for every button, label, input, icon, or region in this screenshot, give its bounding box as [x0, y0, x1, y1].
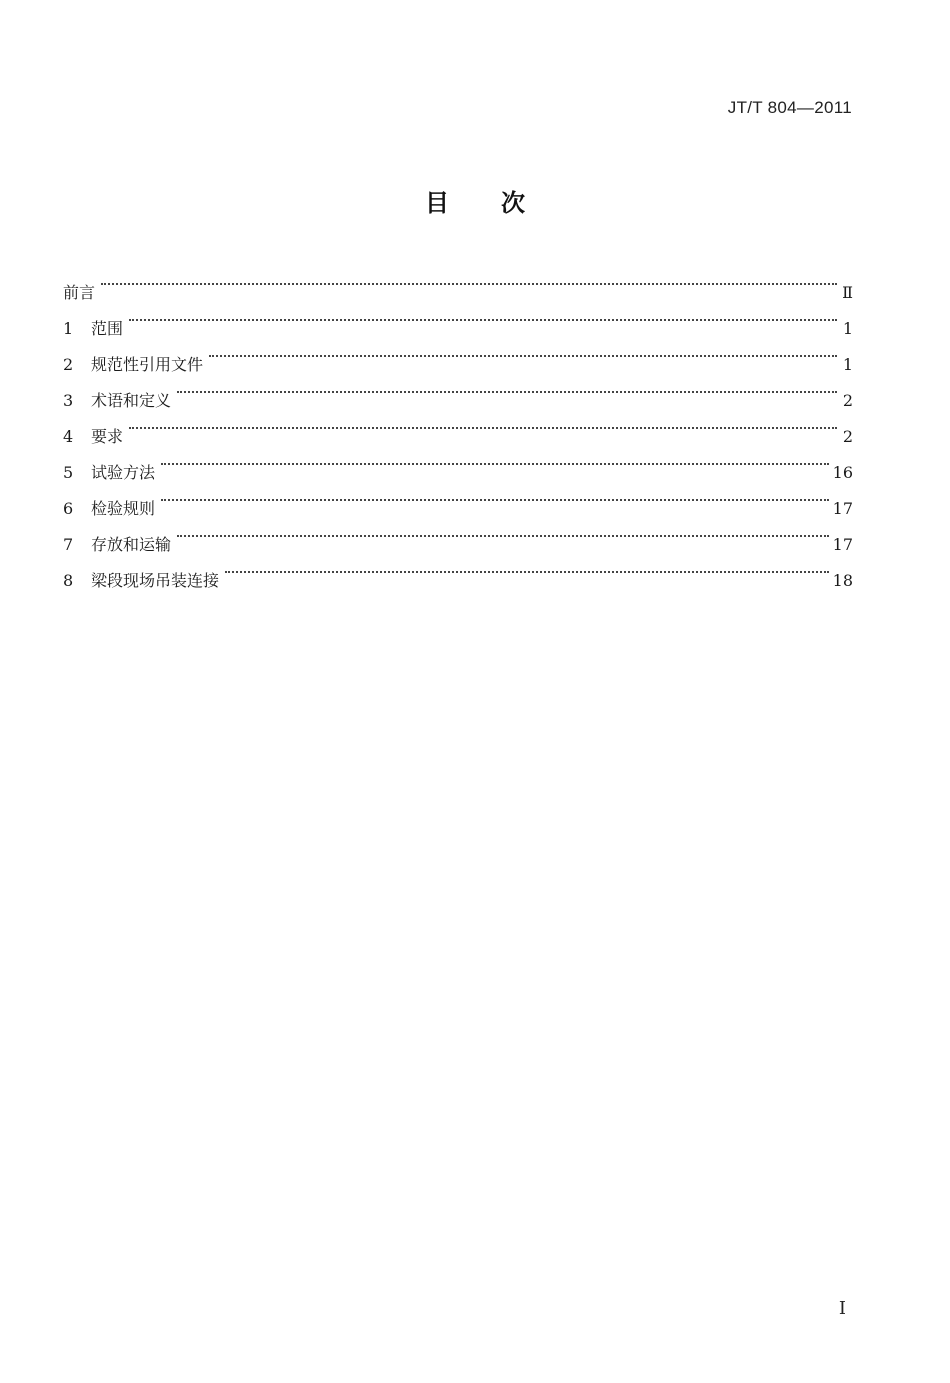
toc-entry-page: 1 — [842, 355, 853, 374]
toc-entry-page: 2 — [842, 391, 853, 410]
toc-entry-label: 术语和定义 — [91, 391, 172, 410]
toc-leader-dots — [177, 514, 829, 550]
toc-leader-dots — [161, 478, 829, 514]
toc-entry-3[interactable] — [63, 370, 853, 410]
toc-entry-label: 要求 — [91, 427, 124, 446]
toc-entry-page: 1 — [842, 319, 853, 338]
toc-entry-page: 16 — [832, 463, 853, 482]
toc-entry-label: 梁段现场吊装连接 — [91, 571, 220, 590]
toc-entry-label: 存放和运输 — [91, 535, 172, 554]
page-title: 目次 — [425, 189, 577, 217]
toc-entry-page: 18 — [832, 571, 853, 590]
toc-entry-4[interactable] — [63, 406, 853, 446]
toc-entry-1[interactable] — [63, 298, 853, 338]
toc-entry-preface[interactable] — [63, 262, 853, 302]
toc-entry-number: 7 — [63, 535, 74, 554]
toc-entry-page: 2 — [842, 427, 853, 446]
toc-leader-dots — [101, 262, 837, 298]
toc-entry-2[interactable] — [63, 334, 853, 374]
toc-entry-number: 4 — [63, 427, 74, 446]
toc-entry-7[interactable] — [63, 514, 853, 554]
toc-entry-label: 范围 — [91, 319, 124, 338]
toc-entry-label: 试验方法 — [91, 463, 156, 482]
toc-entry-label: 检验规则 — [91, 499, 156, 518]
toc-leader-dots — [209, 334, 837, 370]
toc-entry-number: 5 — [63, 463, 74, 482]
toc-entry-5[interactable] — [63, 442, 853, 482]
table-of-contents — [63, 262, 853, 590]
standard-code: JT/T 804—2011 — [727, 98, 852, 117]
toc-leader-dots — [225, 550, 829, 586]
toc-entry-number: 2 — [63, 355, 74, 374]
toc-entry-8[interactable] — [63, 550, 853, 590]
toc-leader-dots — [129, 406, 837, 442]
toc-entry-label: 前言 — [63, 283, 96, 302]
toc-entry-6[interactable] — [63, 478, 853, 518]
toc-entry-label: 规范性引用文件 — [91, 355, 204, 374]
page-number: Ⅰ — [838, 1298, 846, 1319]
toc-entry-number: 3 — [63, 391, 74, 410]
toc-entry-page: 17 — [832, 499, 853, 518]
toc-entry-number: 6 — [63, 499, 74, 518]
toc-entry-number: 1 — [63, 319, 74, 338]
toc-leader-dots — [161, 442, 829, 478]
toc-leader-dots — [177, 370, 837, 406]
toc-leader-dots — [129, 298, 837, 334]
toc-entry-page: 17 — [832, 535, 853, 554]
toc-entry-page: Ⅱ — [842, 283, 853, 302]
toc-entry-number: 8 — [63, 571, 74, 590]
